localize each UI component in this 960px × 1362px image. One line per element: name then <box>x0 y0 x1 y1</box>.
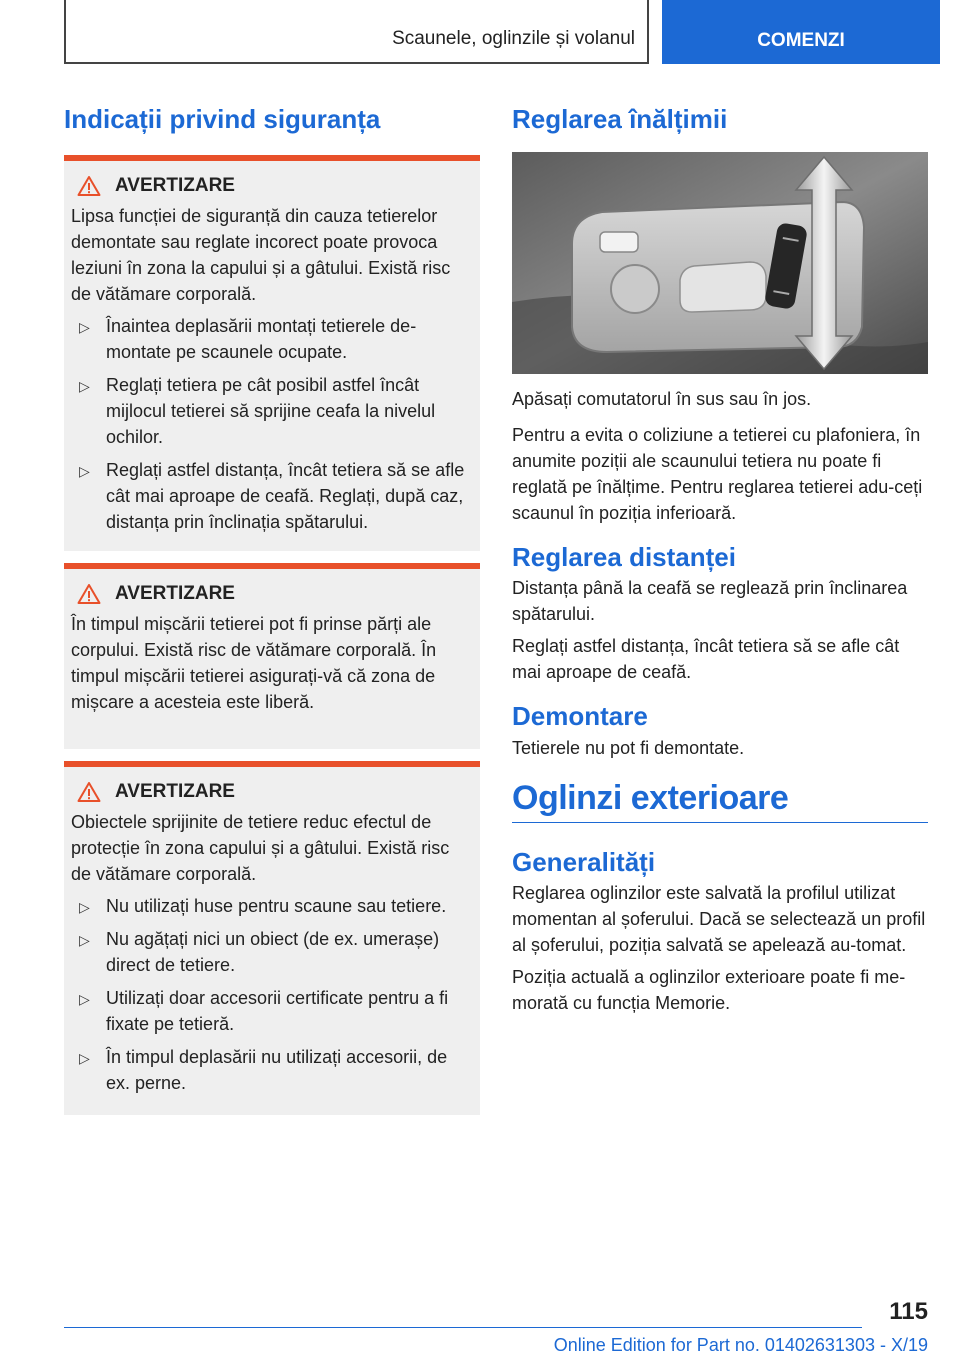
triangle-bullet-icon: ▷ <box>79 463 90 480</box>
warning-triangle-icon <box>77 583 101 605</box>
removal-heading: Demontare <box>512 701 648 732</box>
warning-box-1 <box>64 155 480 551</box>
warning-box-3 <box>64 761 480 1115</box>
warning-box-2 <box>64 563 480 749</box>
chapter-title: Scaunele, oglinzile și volanul <box>392 28 635 49</box>
warning-title-1 <box>77 173 472 199</box>
list-item: ▷ Reglați astfel distanța, încât tetiera să se afle cât mai aproape de ceafă. Reglați, după caz, distanța prin înclinația spătarului. <box>79 460 465 533</box>
general-text-1: Reglarea oglinzilor este salvată la profilul utilizat momentan al șoferului. Dacă se selectează un profil al șoferului, poziția salvată se apelează au-tomat. <box>512 882 926 955</box>
edition-footer: Online Edition for Part no. 01402631303 - X/19 <box>553 1335 928 1355</box>
warning-triangle-icon <box>77 175 101 197</box>
chapter-header <box>64 0 649 64</box>
warning-text: Obiectele sprijinite de tetiere reduc efectul de protecție în zona capului și a gâtului. Există risc de vătămare corporală. <box>71 812 450 885</box>
section-title: COMENZI <box>757 30 845 51</box>
triangle-bullet-icon: ▷ <box>79 378 90 395</box>
triangle-bullet-icon: ▷ <box>79 899 90 916</box>
triangle-bullet-icon: ▷ <box>79 932 90 949</box>
warning-title-3 <box>77 779 472 805</box>
footer-divider <box>64 1327 862 1328</box>
right-column <box>512 100 928 1016</box>
page-number: 115 <box>889 1298 928 1325</box>
safety-heading: Indicații privind siguranța <box>64 104 381 134</box>
distance-text-1: Distanța până la ceafă se reglează prin înclinarea spătarului. <box>512 578 908 625</box>
section-tab[interactable] <box>662 0 940 64</box>
warning-label: AVERTIZARE <box>115 583 235 605</box>
warning-label: AVERTIZARE <box>115 175 235 197</box>
height-instruction: Apăsați comutatorul în sus sau în jos. <box>512 389 812 410</box>
warning-triangle-icon <box>77 781 101 803</box>
general-heading: Generalități <box>512 846 656 877</box>
general-text-2: Poziția actuală a oglinzilor exterioare poate fi me-morată cu funcția Memorie. <box>512 966 906 1013</box>
list-item: ▷ Nu utilizați huse pentru scaune sau tetiere. <box>71 893 472 919</box>
list-item: ▷ Nu agățați nici un obiect (de ex. umerașe) direct de tetiere. <box>79 929 440 976</box>
triangle-bullet-icon: ▷ <box>79 319 90 336</box>
warning-text: Lipsa funcției de siguranță din cauza tetierelor demontate sau reglate incorect poate provoca leziuni în zona la capului și a gâtului. Există risc de vătămare corporală. <box>71 206 451 305</box>
height-heading: Reglarea înălțimii <box>512 104 728 134</box>
list-item: ▷ În timpul deplasării nu utilizați accesorii, de ex. perne. <box>79 1047 448 1094</box>
removal-text: Tetierele nu pot fi demontate. <box>512 737 745 758</box>
mirrors-heading-wrapper <box>512 779 928 823</box>
warning-text: În timpul mișcării tetierei pot fi prinse părți ale corpului. Există risc de vătămare corporală. În timpul mișcării tetierei asigurați-vă că zona de mișcare a acesteia este liberă. <box>71 614 437 713</box>
list-item: ▷ Utilizați doar accesorii certificate pentru a fi fixate pe tetieră. <box>79 988 449 1035</box>
headrest-switch-photo <box>512 152 928 374</box>
list-item: ▷ Reglați tetiera pe cât posibil astfel încât mijlocul tetierei să sprijine ceafa la nivelul ochilor. <box>79 375 436 448</box>
mirrors-heading: Oglinzi exterioare <box>512 778 789 817</box>
left-column <box>64 100 480 1115</box>
distance-heading: Reglarea distanței <box>512 542 736 573</box>
height-note: Pentru a evita o coliziune a tetierei cu plafoniera, în anumite poziții ale scaunului tetiera nu poate fi reglată pe înălțime. Pentru reglarea tetierei adu-ceți scaunul în poziția inferioară. <box>512 425 923 524</box>
list-item: ▷ Înaintea deplasării montați tetierele de-montate pe scaunele ocupate. <box>79 316 417 363</box>
warning-label: AVERTIZARE <box>115 781 235 803</box>
warning-list <box>71 893 472 1096</box>
triangle-bullet-icon: ▷ <box>79 1050 90 1067</box>
warning-list <box>71 313 472 535</box>
triangle-bullet-icon: ▷ <box>79 991 90 1008</box>
warning-title-2 <box>77 581 472 607</box>
distance-text-2: Reglați astfel distanța, încât tetiera să se afle cât mai aproape de ceafă. <box>512 636 900 683</box>
